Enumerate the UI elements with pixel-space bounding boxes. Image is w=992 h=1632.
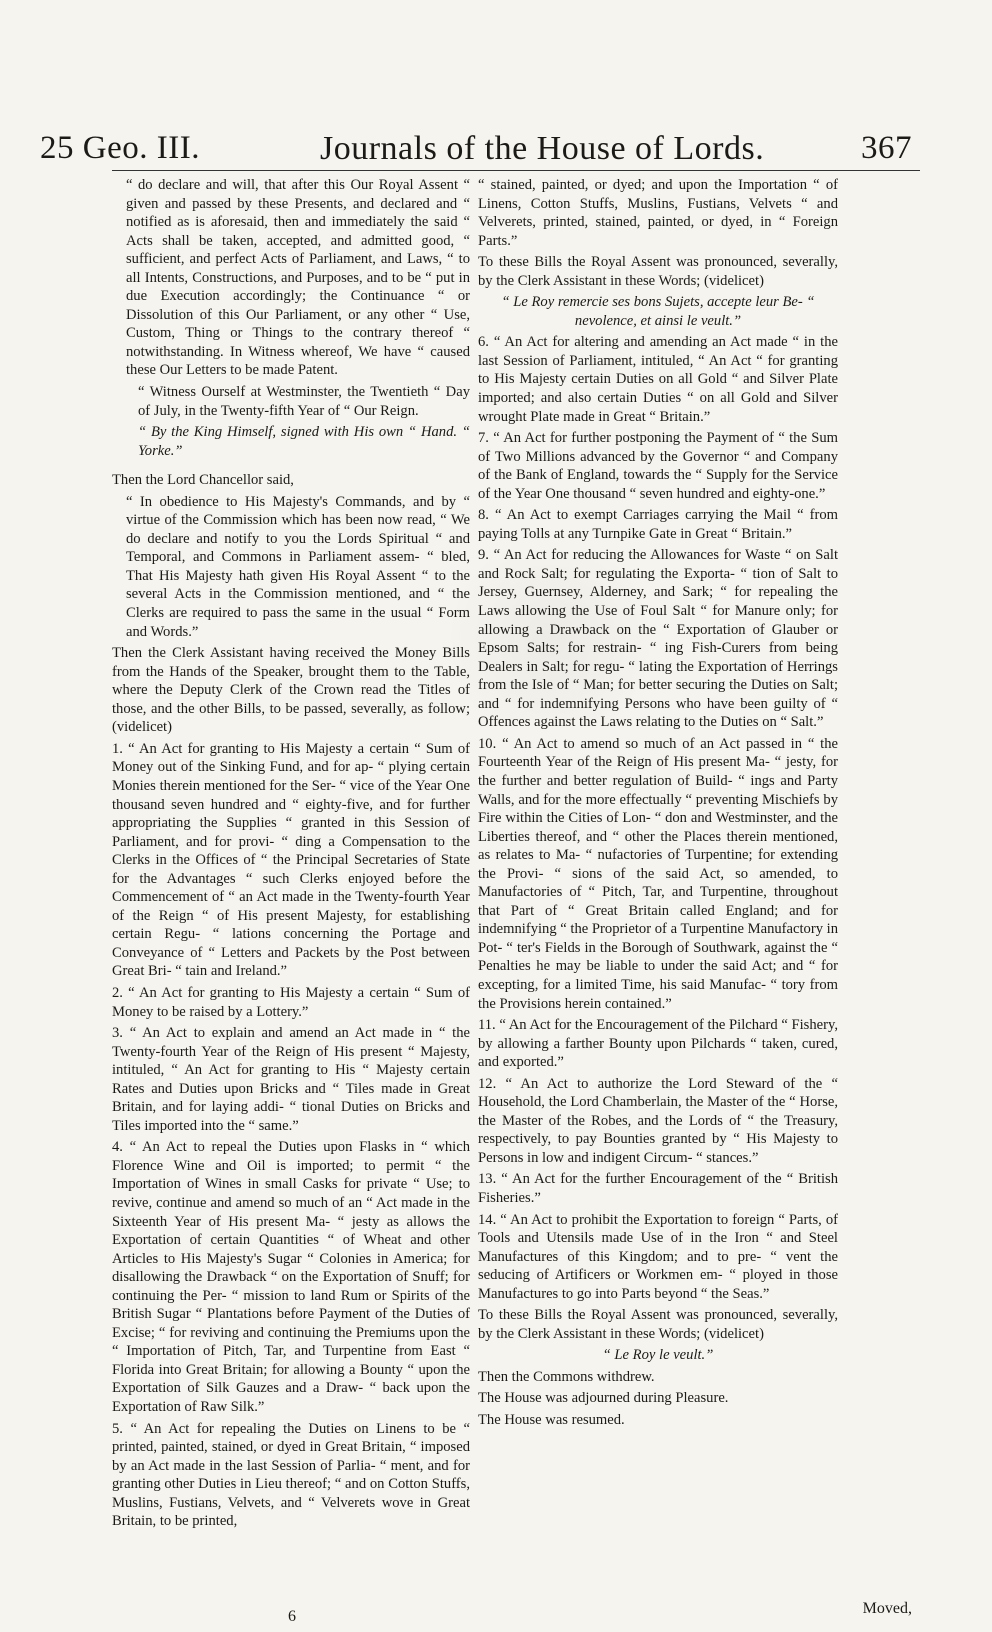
left-column [112, 176, 470, 1534]
bill-6: 6. “ An Act for altering and amending an Act made “ in the last Session of Parliament, intituled, “ An Act “ for granting to His Majesty certain Duties on all Gold “ and Silver Plate imported; and also certain Duties “ on all Gold and Silver wrought Plate made in Great “ Britain.” [478, 334, 838, 425]
bill-7: 7. “ An Act for further postponing the Payment of “ the Sum of Two Millions advanced by the Governor “ and Company of the Bank of England, towards the “ Supply for the Service of the Year One thousand “ seven hundred and eighty-one.” [478, 430, 838, 502]
chancellor-said: Then the Lord Chancellor said, [112, 472, 294, 489]
header-rule [112, 170, 920, 171]
bill-12: 12. “ An Act to authorize the Lord Steward of the “ Household, the Lord Chamberlain, the Master of the “ Horse, the Master of the Robes, and the Lords of “ the Treasury, respectively, to pay Bounties granted by “ His Majesty to Persons in low and indigent Circum- “ stances.” [478, 1075, 838, 1166]
chancellor-speech: “ In obedience to His Majesty's Commands, and by “ virtue of the Commission which has been now read, “ We do declare and notify to you the Lords Spiritual “ and Temporal, and Commons in Parliament assem- “ bled, That His Majesty hath given His Royal Assent “ to the several Acts in the Commission mentioned, and “ the Clerks are required to pass the same in the usual “ Form and Words.” [126, 493, 470, 640]
royal-assent-1: To these Bills the Royal Assent was pronounced, severally, by the Clerk Assistant in these Words; (videlicet) [478, 254, 838, 289]
bill-3: 3. “ An Act to explain and amend an Act made in “ the Twenty-fourth Year of the Reign of His present “ Majesty, intituled, “ An Act for granting to His “ Majesty certain Rates and Duties upon Bricks and “ Tiles made in Great Britain, and for laying addi- “ tional Duties on Bricks and Tiles imported into the “ same.” [112, 1025, 470, 1134]
header-page-number: 367 [861, 130, 912, 166]
royal-assent-2: To these Bills the Royal Assent was pronounced, severally, by the Clerk Assistant in these Words; (videlicet) [478, 1307, 838, 1342]
bill-10: 10. “ An Act to amend so much of an Act passed in “ the Fourteenth Year of the Reign of His present Ma- “ jesty, for the further and better regulation of Build- “ ings and Party Walls, and for the more effectually “ preventing Mischiefs by Fire within the Cities of Lon- “ don and Westminster, and the Liberties thereof, and “ other the Places therein mentioned, as relates to Ma- “ nufactories of Turpentine; for extending the Provi- “ sions of the said Act, so amended, to Manufactories of “ Pitch, Tar, and Turpentine, throughout that Part of “ Great Britain called England; and for indemnifying “ the Proprietor of a Turpentine Manufactory in Pot- “ ter's Fields in the Borough of Southwark, against the “ Penalties he may be liable to under the said Act; and “ for excepting, for a limited Time, his said Manufac- “ tory from the Provisions herein contained.” [478, 735, 838, 1012]
royal-signature: “ By the King Himself, signed with His own “ Hand. “ Yorke.” [138, 424, 470, 459]
bill-14: 14. “ An Act to prohibit the Exportation to foreign “ Parts, of Tools and Utensils made Use of in the Iron “ and Steel Manufactures of this Kingdom; and to pre- “ vent the seducing of Artificers or Workmen em- “ ployed in those Manufactures to go into Parts beyond “ the Seas.” [478, 1211, 838, 1302]
header-regnal-year: 25 Geo. III. [40, 130, 200, 166]
bill-5-continued: “ stained, painted, or dyed; and upon the Importation “ of Linens, Cotton Stuffs, Muslins, Fustians, Velvets “ and Velverets, printed, stained, painted, or dyed, in “ Foreign Parts.” [478, 177, 838, 249]
header-title: Journals of the House of Lords. [320, 130, 765, 167]
bill-4: 4. “ An Act to repeal the Duties upon Flasks in “ which Florence Wine and Oil is imported; to permit “ the Importation of Wines in small Casks for private “ Use; to revive, continue and amend so much of an “ Act made in the Sixteenth Year of His present Ma- “ jesty as allows the Exportation of certain Quantities “ of Wheat and other Articles to His Majesty's Sugar “ Colonies in America; for disallowing the Drawback “ on the Exportation of Snuff; for continuing the Per- “ mission to land Rum or Spirits of the British Sugar “ Plantations before Payment of the Duties of Excise; “ for reviving and continuing the Premiums upon the “ Importation of Pitch, Tar, and Turpentine from East “ Florida into Great Britain; for allowing a Bounty “ upon the Exportation of Silk Gauzes and a Draw- “ back upon the Exportation of Raw Silk.” [112, 1139, 470, 1415]
house-resumed: The House was resumed. [478, 1412, 625, 1428]
clerk-assistant-paragraph: Then the Clerk Assistant having received the Money Bills from the Hands of the Speaker, brought them to the Table, where the Deputy Clerk of the Crown read the Titles of those, and the other Bills, to be passed, severally, as follow; (videlicet) [112, 645, 470, 736]
witness-clause: “ Witness Ourself at Westminster, the Twentieth “ Day of July, in the Twenty-fifth Year of “ Our Reign. [138, 384, 470, 419]
commons-withdrew: Then the Commons withdrew. [478, 1368, 655, 1385]
signature-mark: 6 [288, 1608, 296, 1625]
bill-11: 11. “ An Act for the Encouragement of the Pilchard “ Fishery, by allowing a farther Bounty upon Pilchards “ taken, cured, and exported.” [478, 1017, 838, 1071]
patent-text: “ do declare and will, that after this Our Royal Assent “ given and passed by these Presents, and declared and “ notified as is aforesaid, then and immediately the said “ Acts shall be taken, accepted, and admitted good, “ sufficient, and perfect Acts of Parliament, and Laws, “ to all Intents, Constructions, and Purposes, and to be “ put in due Execution accordingly; the Continuance “ or Dissolution of this Our Parliament, or any other “ Use, Custom, Thing or Things to the contrary thereof “ notwithstanding. In Witness whereof, We have “ caused these Our Letters to be made Patent. [126, 177, 470, 379]
bill-5: 5. “ An Act for repealing the Duties on Linens to be “ printed, painted, stained, or dyed in Great Britain, “ imposed by an Act made in the last Session of Parlia- “ ment, and for granting other Duties in Lieu thereof; “ and on Cotton Stuffs, Muslins, Fustians, Velvets, and “ Velverets wove in Great Britain, to be printed, [112, 1420, 470, 1530]
assent-formula-2: “ Le Roy le veult.” [602, 1347, 714, 1364]
bill-8: 8. “ An Act to exempt Carriages carrying the Mail “ from paying Tolls at any Turnpike Gate in Great “ Britain.” [478, 507, 838, 542]
bill-9: 9. “ An Act for reducing the Allowances for Waste “ on Salt and Rock Salt; for regulating the Exporta- “ tion of Salt to Jersey, Guernsey, Alderney, and Sark; “ for repealing the Laws allowing the Use of Foul Salt “ for Manure only; for allowing a Drawback on the “ Exportation of Glauber or Epsom Salts; for restrain- “ ing Fish-Curers from being Dealers in Salt; for regu- “ lating the Exportation of Herrings from the Isle of “ Man; for better securing the Duties on Salt; and “ for indemnifying Persons who have been guilty of “ Offences against the Laws relating to the Duties on “ Salt.” [478, 547, 838, 731]
catchword: Moved, [862, 1600, 912, 1617]
bill-2: 2. “ An Act for granting to His Majesty a certain “ Sum of Money to be raised by a Lottery.” [112, 984, 470, 1020]
right-column [478, 176, 838, 1433]
assent-formula-1: “ Le Roy remercie ses bons Sujets, accepte leur Be- “ nevolence, et ainsi le veult.” [501, 294, 815, 329]
house-adjourned: The House was adjourned during Pleasure. [478, 1390, 729, 1407]
bill-13: 13. “ An Act for the further Encouragement of the “ British Fisheries.” [478, 1171, 838, 1206]
running-header [40, 126, 912, 170]
bill-1: 1. “ An Act for granting to His Majesty a certain “ Sum of Money out of the Sinking Fund, and for ap- “ plying certain Monies therein mentioned for the Ser- “ vice of the Year One thousand seven hundred and “ eighty-five, and for further appropriating the Supplies “ granted in this Session of Parliament, and for provi- “ ding a Compensation to the Clerks in the Offices of “ the Principal Secretaries of State for the Advantages “ such Clerks enjoyed before the Commencement of “ an Act made in the Twenty-fourth Year of the Reign “ of His present Majesty, for establishing certain Regu- “ lations concerning the Portage and Conveyance of “ Letters and Packets by the Post between Great Bri- “ tain and Ireland.” [112, 740, 470, 980]
